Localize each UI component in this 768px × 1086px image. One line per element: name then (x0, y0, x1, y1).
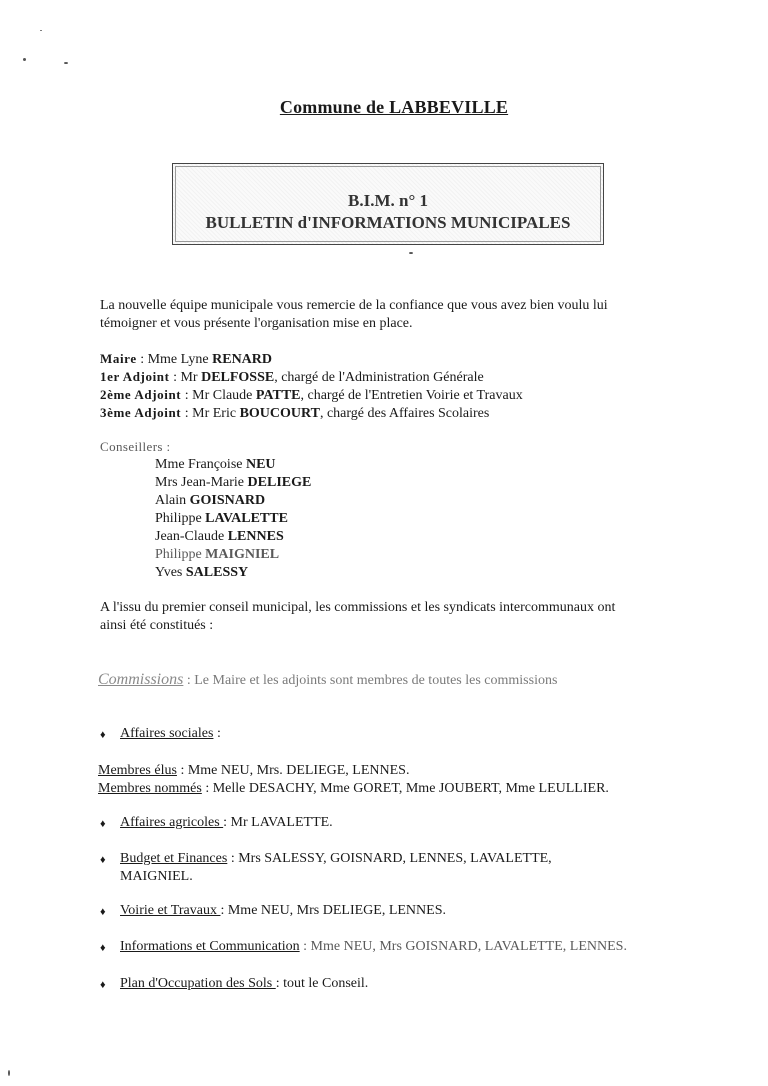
bullet-icon: ♦ (100, 729, 106, 741)
commission-item-voirie: Voirie et Travaux : Mme NEU, Mrs DELIEGE, LENNES. (120, 903, 446, 918)
scan-speck (409, 252, 413, 254)
councillor-item: Jean-Claude LENNES (155, 529, 284, 544)
commission-item-plan-occupation: Plan d'Occupation des Sols : tout le Conseil. (120, 976, 369, 991)
commissions-note: Le Maire et les adjoints sont membres de toutes les commissions (194, 673, 558, 688)
after-council-line-2: ainsi été constitués : (100, 618, 214, 633)
bullet-icon: ♦ (100, 942, 106, 954)
official-mayor: Maire : Mme Lyne RENARD (100, 351, 273, 367)
official-adjoint-2: 2ème Adjoint : Mr Claude PATTE, chargé de l'Entretien Voirie et Travaux (100, 387, 523, 403)
bulletin-name: BULLETIN d'INFORMATIONS MUNICIPALES (205, 213, 571, 232)
official-adjoint-1: 1er Adjoint : Mr DELFOSSE, chargé de l'Administration Générale (100, 369, 484, 385)
intro-line-1: La nouvelle équipe municipale vous remercie de la confiance que vous avez bien voulu lui (100, 298, 608, 313)
councillors-label: Conseillers : (100, 439, 171, 454)
affaires-sociales-elus: Membres élus : Mme NEU, Mrs. DELIEGE, LENNES. (98, 763, 410, 778)
commission-item-information: Informations et Communication : Mme NEU, Mrs GOISNARD, LAVALETTE, LENNES. (120, 939, 627, 954)
official-adjoint-3: 3ème Adjoint : Mr Eric BOUCOURT, chargé des Affaires Scolaires (100, 405, 490, 421)
councillor-item: Alain GOISNARD (155, 493, 266, 508)
scan-speck (64, 62, 68, 64)
bulletin-header-box (172, 163, 604, 245)
commission-item-budget: Budget et Finances : Mrs SALESSY, GOISNARD, LENNES, LAVALETTE, (120, 851, 552, 866)
scan-speck (8, 1070, 10, 1076)
intro-line-2: témoigner et vous présente l'organisation mise en place. (100, 316, 413, 331)
document-title: Commune de LABBEVILLE (279, 97, 509, 117)
councillor-item: Philippe LAVALETTE (155, 511, 288, 526)
bullet-icon: ♦ (100, 906, 106, 918)
bulletin-number: B.I.M. n° 1 (347, 191, 428, 210)
bullet-icon: ♦ (100, 854, 106, 866)
councillor-item: Mrs Jean-Marie DELIEGE (155, 475, 312, 490)
bullet-icon: ♦ (100, 979, 106, 991)
commission-item-affaires-agricoles: Affaires agricoles : Mr LAVALETTE. (120, 815, 333, 830)
commissions-label: Commissions (98, 671, 184, 688)
councillor-item: Philippe MAIGNIEL (155, 547, 280, 562)
councillor-item: Yves SALESSY (155, 565, 249, 580)
councillor-item: Mme Françoise NEU (155, 457, 276, 472)
after-council-line-1: A l'issu du premier conseil municipal, les commissions et les syndicats intercommunaux ont (100, 600, 616, 615)
affaires-sociales-nommes: Membres nommés : Melle DESACHY, Mme GORET, Mme JOUBERT, Mme LEULLIER. (98, 781, 609, 796)
commissions-heading: Commissions : Le Maire et les adjoints sont membres de toutes les commissions (98, 671, 558, 688)
bullet-icon: ♦ (100, 818, 106, 830)
affaires-sociales-heading: Affaires sociales : (120, 726, 221, 741)
commission-item-budget-cont: MAIGNIEL. (120, 869, 193, 884)
scan-speck (23, 58, 26, 61)
scan-speck (40, 30, 42, 31)
